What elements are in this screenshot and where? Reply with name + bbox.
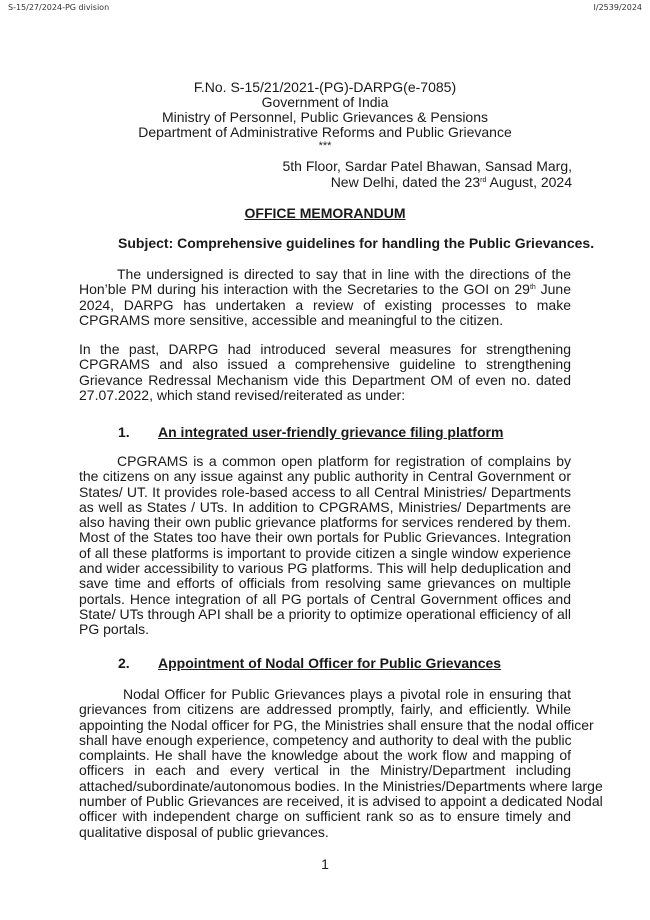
address-line: 5th Floor, Sardar Patel Bhawan, Sansad Marg,: [282, 158, 572, 174]
department-name: Department of Administrative Reforms and Public Grievance: [138, 124, 512, 140]
file-stamp-right: I/2539/2024: [593, 3, 642, 12]
section-1-body: CPGRAMS is a common open platform for registration of complains by the citizens on any issue against any public authority in Central Government or States/ UT. It provides role-based access to all Central Ministries/ Departments as well as States / UTs. In addition to CPGRAMS, Ministries/ Departments are also having their own public grievance platforms for services rendered by them. Most of the States too have their own portals for Public Grievances. Integration of all these platforms is important to provide citizen a single window experience and wider accessibility to various PG platforms. This will help deduplication and save time and efforts of officials from resolving same grievances on multiple portals. Hence integration of all PG portals of Central Government offices and State/ UTs through API shall be a priority to optimize operational efficiency of all PG portals.: [79, 453, 571, 638]
subject-line: Subject: Comprehensive guidelines for handling the Public Grievances.: [118, 235, 595, 251]
section-2-heading: 2. Appointment of Nodal Officer for Public Grievances: [118, 655, 502, 671]
document-header: [79, 80, 571, 152]
address-block: [283, 159, 573, 190]
section-1-heading: 1. An integrated user-friendly grievance filing platform: [118, 424, 504, 440]
background-paragraph: In the past, DARPG had introduced several measures for strengthening CPGRAMS and also issued a comprehensive guideline to strengthening Grievance Redressal Mechanism vide this Department OM of even no. dated 27.07.2022, which stand revised/reiterated as under:: [79, 341, 571, 403]
file-stamp-left: S-15/27/2024-PG division: [8, 3, 110, 12]
government-name: Government of India: [261, 94, 389, 110]
section-2-body: Nodal Officer for Public Grievances plays a pivotal role in ensuring that grievances from citizens are addressed promptly, fairly, and efficiently. While appointing the Nodal officer for PG, the Ministries shall ensure that the nodal officer shall have enough experience, competency and authority to deal with the public complaints. He shall have the knowledge about the work flow and mapping of officers in each and every vertical in the Ministry/Department including attached/subordinate/autonomous bodies. In the Ministries/Departments where large number of Public Grievances are received, it is advised to appoint a dedicated Nodal officer with independent charge on sufficient rank so as to ensure timely and qualitative disposal of public grievances.: [79, 686, 603, 840]
memo-title: OFFICE MEMORANDUM: [244, 205, 406, 221]
intro-paragraph: The undersigned is directed to say that in line with the directions of the Hon’ble PM during his interaction with the Secretaries to the GOI on 29th June 2024, DARPG has undertaken a review of existing processes to make CPGRAMS more sensitive, accessible and meaningful to the citizen.: [79, 266, 571, 328]
date-line: New Delhi, dated the 23rd August, 2024: [330, 173, 572, 190]
separator: ***: [318, 140, 332, 152]
page-number: 1: [321, 856, 329, 872]
file-number: F.No. S-15/21/2021-(PG)-DARPG(e-7085): [193, 79, 457, 95]
ministry-name: Ministry of Personnel, Public Grievances & Pensions: [161, 109, 489, 125]
